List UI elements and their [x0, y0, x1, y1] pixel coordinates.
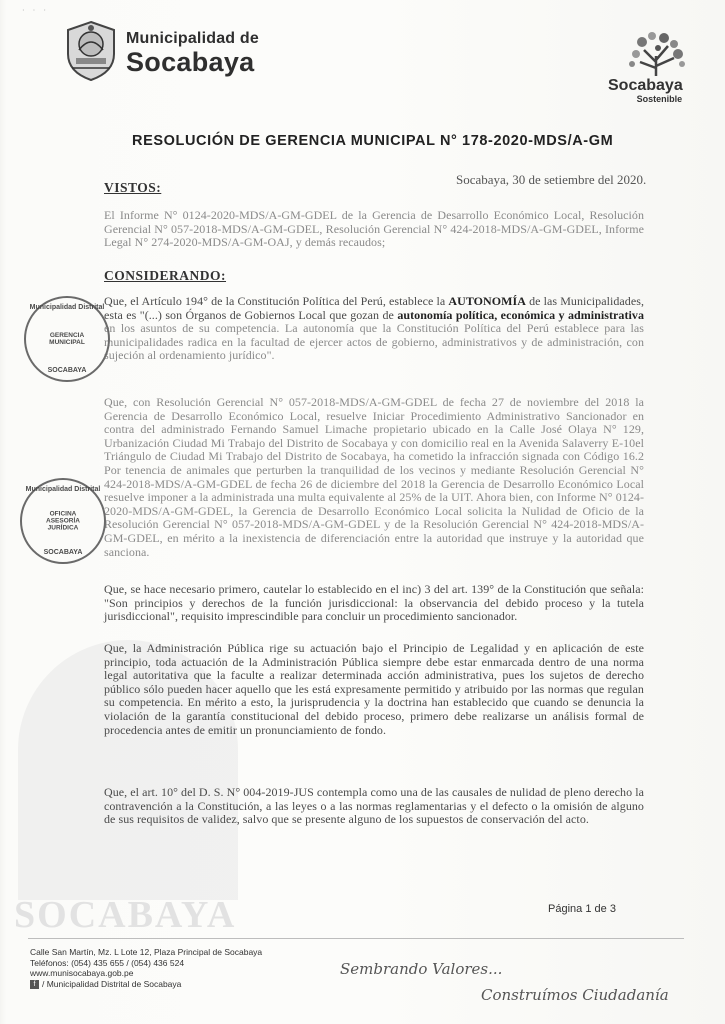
slogan-construimos: Construímos Ciudadanía — [481, 986, 669, 1004]
footer-web: www.munisocabaya.gob.pe — [30, 968, 134, 978]
vistos-heading: VISTOS: — [104, 180, 162, 195]
footer-address: Calle San Martín, Mz. L Lote 12, Plaza Principal de Socabaya — [30, 947, 263, 957]
considerando-paragraph-2: Que, con Resolución Gerencial N° 057-2018-MDS/A-GM-GDEL de fecha 27 de noviembre del 2018 la Gerencia de Desarrollo Económico Local, resuelve Iniciar Procedimiento Administrativo Sancionador en contra del administrado Fernando Samuel Limache propietario ubicado en la Calle José Olaya N° 129, Urbanización Ciudad Mi Trabajo del Distrito de Socabaya y con domicilio real en la Avenida Salaverry E-10el Triángulo de Ciudad Mi Trabajo del Distrito de Socabaya, ha cometido la infracción signada con Código 16.2 Por tenencia de animales que perturben la tranquilidad de los vecinos y mediante Resolución Gerencial N° 424-2018-MDS/A-GM-GDEL de fecha 26 de diciembre del 2018 la Gerencia de Desarrollo Económico Local resuelve imponer a la administrada una multa equivalente al 25% de la UIT. Ahora bien, con Informe N° 0124-2020-MDS/A-GM-GDEL, la Gerencia de Desarrollo Económico Local solicita la Nulidad de Oficio de la Resolución Gerencial N° 057-2018-MDS/A-GM-GDEL y de la Resolución Gerencial N° 424-2018-MDS/A-GM-GDEL, en mérito a la inexistencia de diferenciación entre la autoridad que instruye y la autoridad que sanciona. — [104, 395, 644, 559]
page-current: 1 — [585, 903, 592, 915]
stamp1-ring-bottom: SOCABAYA — [47, 367, 87, 374]
brand-wordmark — [608, 78, 683, 104]
considerando-heading: CONSIDERANDO: — [104, 268, 227, 283]
p1-text-c: de las Municipalidades, esta es "(...) son Órganos de Gobiernos Local que gozan de — [104, 294, 644, 322]
municipal-seal-logo — [62, 20, 120, 82]
stamp1-inner: GERENCIA MUNICIPAL — [49, 332, 85, 346]
footer-social: / Municipalidad Distrital de Socabaya — [42, 978, 182, 989]
asesoria-juridica-stamp — [20, 478, 106, 564]
considerando-paragraph-4: Que, la Administración Pública rige su actuación bajo el Principio de Legalidad y en aplicación de este principio, toda actuación de la Administración Pública siempre debe estar enmarcada dentro de una norma legal autoritativa que la faculte a realizar determinada acción administrativa, pues los sujetos de derecho público sólo pueden hacer aquello que les está expresamente permitido y atribuido por las normas que regulan su competencia. En mérito a esto, la jurisprudencia y la doctrina han establecido que cuando se denuncia la violación de la garantía constitucional del debido proceso, primero debe realizarse un análisis formal de procedencia antes de emitir un pronunciamiento de fondo. — [104, 641, 644, 737]
page-total: 3 — [609, 903, 616, 915]
resolution-title: RESOLUCIÓN DE GERENCIA MUNICIPAL N° 178-2020-MDS/A-GM — [132, 133, 614, 149]
stamp2-ring-top: Municipalidad Distrital — [25, 486, 101, 493]
footer-divider — [28, 938, 684, 939]
considerando-paragraph-5: Que, el art. 10° del D. S. N° 004-2019-JUS contempla como una de las causales de nulidad de pleno derecho la contravención a la Constitución, a las leyes o a las normas reglamentarias y el defecto o la omisión de alguno de sus requisitos de validez, salvo que se presente alguno de los supuestos de conservación del acto. — [104, 785, 644, 827]
vistos-paragraph: El Informe N° 0124-2020-MDS/A-GM-GDEL de la Gerencia de Desarrollo Económico Local, Resolución Gerencial N° 057-2018-MDS/A-GM-GDEL, Resolución Gerencial N° 424-2018-MDS/A-GM-GDEL, Informe Legal N° 274-2020-MDS/A-GM-OAJ, y demás recaudos; — [104, 208, 644, 250]
p1-text-a: Que, el Artículo 194° de la Constitución Política del Perú, establece la — [104, 294, 449, 308]
scan-marks: · · · — [22, 6, 49, 15]
footer-contact — [30, 947, 262, 989]
facebook-icon: f — [30, 980, 39, 989]
p1-text-bold-autonomia: AUTONOMÍA — [448, 294, 526, 308]
p1-text-e: en los asuntos de su competencia. La autonomía que la Constitución Política del Perú establece para las municipalidades radica en la facultad de ejercer actos de gobierno, administrativos y de administración, con sujeción al ordenamiento jurídico". — [104, 321, 644, 363]
footer-phones: Teléfonos: (054) 435 655 / (054) 436 524 — [30, 957, 185, 968]
considerando-paragraph-3: Que, se hace necesario primero, cautelar lo establecido en el inc) 3 del art. 139° de la Constitución que señala: "Son principios y derechos de la función jurisdiccional: la observancia del debido proceso y la tutela jurisdiccional", requisito imprescindible para concluir un procedimiento sancionador. — [104, 582, 644, 624]
socabaya-watermark: SOCABAYA — [14, 894, 237, 936]
municipality-prefix: Municipalidad de — [126, 30, 259, 47]
stamp2-inner: OFICINA ASESORÍA JURÍDICA — [46, 510, 80, 532]
municipality-name — [126, 30, 259, 76]
brand-name: Socabaya — [608, 77, 683, 94]
slogan-sembrando: Sembrando Valores... — [340, 960, 503, 978]
stamp2-ring-bottom: SOCABAYA — [43, 549, 83, 556]
considerando-paragraph-1 — [104, 295, 644, 363]
page-label: Página — [548, 903, 583, 915]
gerencia-municipal-stamp — [24, 296, 110, 382]
page-of: de — [594, 903, 607, 915]
stamp1-ring-top: Municipalidad Distrital — [29, 304, 105, 311]
page-number — [548, 903, 616, 915]
brand-tagline: Sostenible — [636, 94, 683, 104]
resolution-date: Socabaya, 30 de setiembre del 2020. — [456, 172, 647, 187]
p1-text-bold-autonomia-detail: autonomía política, económica y administrativa — [397, 307, 644, 322]
municipality-title: Socabaya — [126, 47, 255, 77]
